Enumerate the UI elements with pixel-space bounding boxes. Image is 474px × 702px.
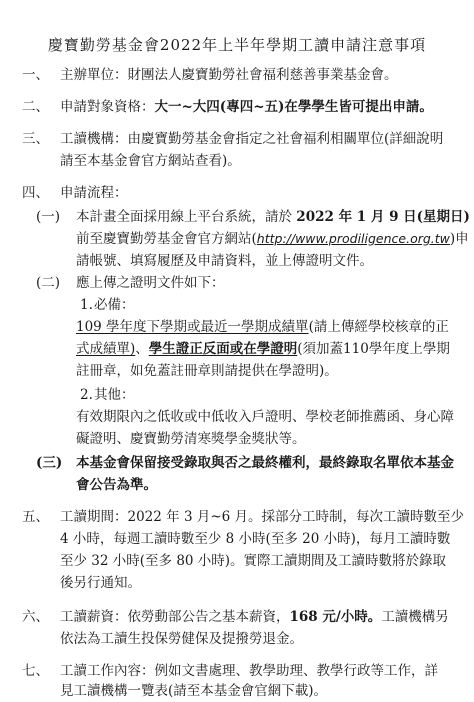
section-1-text: 主辦單位：財團法人慶寶勤勞社會福利慈善事業基金會。 — [60, 67, 398, 83]
section-4-3-line-1: 本基金會保留接受錄取與否之最終權利，最終錄取名單依本基金 — [76, 455, 454, 471]
section-5-line-4: 後另行通知。 — [60, 575, 141, 591]
section-4-1-number: (一) — [36, 209, 61, 225]
separator: 、 — [135, 341, 149, 357]
item-1-line-1 — [76, 316, 449, 338]
item-2-line-2: 礙證明、慶寶勤勞清寒獎學金獎狀等。 — [76, 431, 306, 447]
transcript-note: (請上傳經學校核章的正 — [308, 319, 449, 335]
section-6-line-1 — [60, 606, 449, 628]
website-intro: 前至慶寶勤勞基金會官方網站( — [76, 231, 257, 247]
deadline-date: 2022 年 1 月 9 日(星期日) — [296, 209, 470, 225]
section-4-number: 四、 — [22, 185, 49, 201]
section-4-1-line-3: 請帳號、填寫履歷及申請資料，並上傳證明文件。 — [76, 253, 373, 269]
salary-note: 工讀機構另 — [381, 609, 449, 625]
item-2-line-1: 有效期限內之低收或中低收入戶證明、學校老師推薦函、身心障 — [76, 409, 454, 425]
section-5-line-3: 至少 32 小時(至多 80 小時)。實際工讀期間及工讀時數將於錄取 — [60, 553, 447, 569]
section-4-1-line-1 — [76, 206, 470, 228]
document-title: 慶寶勤勞基金會2022年上半年學期工讀申請注意事項 — [47, 36, 427, 54]
section-4-3-line-2: 會公告為準。 — [76, 477, 157, 493]
section-2-text — [60, 96, 433, 118]
section-3-line-1: 工讀機構：由慶寶勤勞基金會指定之社會福利相關單位(詳細說明 — [60, 131, 444, 147]
item-1-line-3: 註冊章，如免蓋註冊章則請提供在學證明)。 — [76, 363, 338, 379]
section-7-line-2: 見工讀機構一覽表(請至本基金會官網下載)。 — [60, 683, 328, 699]
item-2-number: 2. — [80, 387, 93, 403]
section-7-line-1: 工讀工作內容：例如文書處理、教學助理、教學行政等工作，詳 — [60, 663, 438, 679]
section-6-number: 六、 — [22, 609, 49, 625]
section-6-line-2: 依法為工讀生投保勞健保及提撥勞退金。 — [60, 631, 303, 647]
item-1-line-2 — [76, 338, 450, 360]
website-suffix: )申 — [449, 231, 469, 247]
deadline-intro: 本計畫全面採用線上平台系統，請於 — [76, 209, 297, 225]
section-7-number: 七、 — [22, 663, 49, 679]
transcript-requirement: 109 學年度下學期或最近一學期成績單 — [76, 319, 309, 335]
section-3-number: 三、 — [22, 131, 49, 147]
item-1-number: 1. — [80, 297, 93, 313]
salary-intro: 工讀薪資：依勞動部公告之基本薪資， — [60, 609, 290, 625]
section-2-eligibility: 大一~大四(專四~五)在學學生皆可提出申請。 — [154, 99, 433, 115]
section-5-line-2: 4 小時，每週工讀時數至少 8 小時(至多 20 小時)，每月工讀時數 — [60, 531, 451, 547]
section-1-number: 一、 — [22, 67, 49, 83]
item-1-heading: 必備： — [94, 297, 135, 313]
section-4-2-heading: 應上傳之證明文件如下： — [76, 275, 225, 291]
section-4-2-number: (二) — [36, 275, 61, 291]
section-4-3-number: (三) — [36, 455, 63, 471]
hourly-wage: 168 元/小時。 — [289, 609, 382, 625]
student-id-note: (須加蓋110學年度上學期 — [297, 341, 450, 357]
section-2-number: 二、 — [22, 99, 49, 115]
section-4-heading: 申請流程： — [60, 185, 128, 201]
section-4-1-line-2 — [76, 228, 469, 250]
transcript-note-end: 式成績單) — [76, 341, 136, 357]
website-link[interactable]: http://www.prodiligence.org.tw — [256, 231, 450, 246]
section-5-line-1: 工讀期間：2022 年 3 月~6 月。採部分工時制，每次工讀時數至少 — [60, 509, 465, 525]
section-2-prefix: 申請對象資格： — [60, 99, 155, 115]
item-2-heading: 其他： — [94, 387, 135, 403]
section-5-number: 五、 — [22, 509, 49, 525]
student-id-requirement: 學生證正反面或在學證明 — [148, 341, 298, 357]
section-3-line-2: 請至本基金會官方網站查看)。 — [60, 153, 241, 169]
